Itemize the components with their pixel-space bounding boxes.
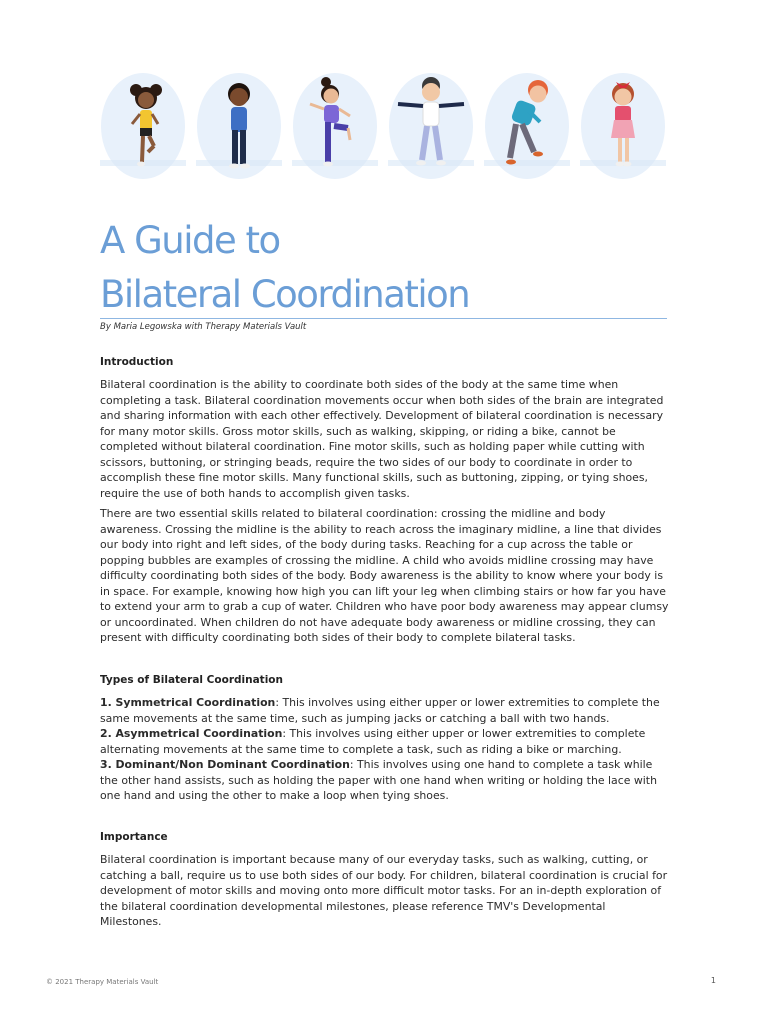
types-heading: Types of Bilateral Coordination [100, 674, 283, 686]
type-item-asymmetrical [100, 726, 670, 757]
girl-standing-illustration [580, 72, 666, 180]
type-label: 3. Dominant/Non Dominant Coordination [100, 758, 350, 771]
type-label: 1. Symmetrical Coordination [100, 696, 276, 709]
intro-p1-text: Bilateral coordination is the ability to coordinate both sides of the body at the same time when completing a task. Bilateral coordination movements occur when both sides of the brain are integrated and sharing information with each other effectively. Development of bilateral coordination is necessary for many motor skills. Gross motor skills, such as walking, skipping, or riding a bike, cannot be completed without bilateral coordination. Fine motor skills, such as holding paper while cutting with scissors, buttoning, or stringing beads, require the two sides of our body to coordinate in order to accomplish these fine motor skills. Many functional skills, such as buttoning, zipping, or tying shoes, require the use of both hands to accomplish given tasks. [100, 378, 664, 500]
copyright-footer: © 2021 Therapy Materials Vault [46, 978, 159, 986]
intro-p2-text: There are two essential skills related to bilateral coordination: crossing the midline and body awareness. Crossing the midline is the ability to reach across the imaginary midline, a line that divides our body into right and left sides, of the body during tasks. Reaching for a cup across the table or popping bubbles are examples of crossing the midline. A child who avoids midline crossing may have difficulty coordinating both sides of the body. Body awareness is the ability to know where your body is in space. For example, knowing how high you can lift your leg when climbing stairs or how far you have to extend your arm to grab a cup of water. Children who have poor body awareness may appear clumsy or uncoordinated. When children do not have adequate body awareness or midline crossing, they can present with difficulty coordinating both sides of their body to complete bilateral tasks. [100, 507, 669, 644]
byline: By Maria Legowska with Therapy Materials Vault [100, 322, 307, 332]
type-text: : This involves using one hand to complete a task while the other hand assists, such as holding the paper with one hand when writing or holding the lace with one hand and using the other to make a loop when tying shoes. [100, 758, 657, 802]
type-text: : This involves using either upper or lower extremities to complete alternating movements at the same time to complete a task, such as riding a bike or marching. [100, 727, 646, 756]
boy-standing-illustration [196, 72, 282, 180]
illustration-row [100, 72, 668, 180]
importance-paragraph [100, 852, 670, 930]
types-list [100, 695, 670, 804]
type-item-dominant [100, 757, 670, 804]
boy-arms-out-illustration [388, 72, 474, 180]
girl-balancing-illustration [292, 72, 378, 180]
importance-p1-text: Bilateral coordination is important because many of our everyday tasks, such as walking, cutting, or catching a ball, require us to use both sides of our body. For children, bilateral coordination is crucial for development of motor skills and moving onto more difficult motor tasks. For an in-depth exploration of the bilateral coordination developmental milestones, please reference TMV's Developmental Milestones. [100, 853, 668, 928]
introduction-heading: Introduction [100, 356, 174, 368]
girl-hopping-illustration [100, 72, 186, 180]
importance-heading: Importance [100, 831, 168, 843]
type-item-symmetrical [100, 695, 670, 726]
introduction-paragraph-2 [100, 506, 670, 646]
title-line-1: A Guide to [100, 219, 280, 262]
document-title [100, 214, 469, 322]
type-label: 2. Asymmetrical Coordination [100, 727, 283, 740]
title-divider [100, 318, 667, 319]
type-text: : This involves using either upper or lower extremities to complete the same movements at the same time, such as jumping jacks or catching a ball with two hands. [100, 696, 660, 725]
title-line-2: Bilateral Coordination [100, 273, 470, 316]
boy-bending-illustration [484, 72, 570, 180]
introduction-paragraph-1 [100, 377, 670, 501]
page-number: 1 [710, 976, 716, 985]
